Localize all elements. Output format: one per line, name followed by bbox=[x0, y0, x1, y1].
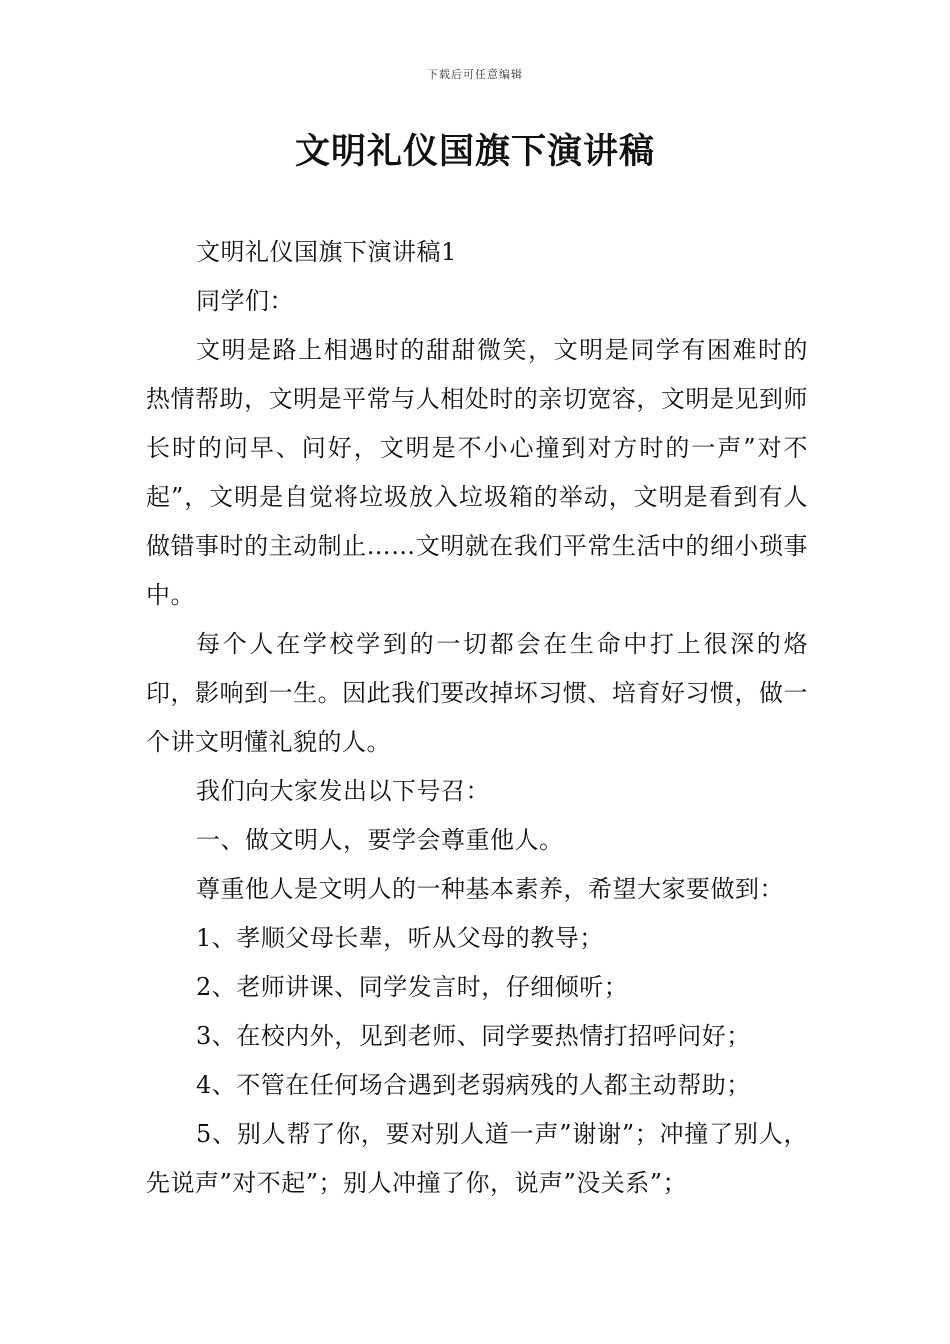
list-item-4: 4、不管在任何场合遇到老弱病残的人都主动帮助； bbox=[196, 1071, 751, 1099]
paragraph-call-to-action: 我们向大家发出以下号召： bbox=[196, 777, 490, 805]
paragraph-civility-definition: 文明是路上相遇时的甜甜微笑，文明是同学有困难时的热情帮助，文明是平常与人相处时的亲切宽容，文明是见到师长时的问早、问好，文明是不小心撞到对方时的一声”对不起”，文明是自觉将垃圾放入垃圾箱的举动，文明是看到有人做错事时的主动制止……文明就在我们平常生活中的细小琐事中。 bbox=[146, 336, 808, 609]
salutation: 同学们： bbox=[196, 287, 294, 315]
document-title: 文明礼仪国旗下演讲稿 bbox=[294, 131, 655, 172]
list-item-5: 5、别人帮了你，要对别人道一声”谢谢”；冲撞了别人，先说声”对不起”；别人冲撞了你，说声”没关系”； bbox=[146, 1120, 808, 1197]
header-note: 下载后可任意编辑 bbox=[427, 68, 523, 81]
document-body bbox=[146, 228, 808, 1208]
paragraph-respect-intro: 尊重他人是文明人的一种基本素养，希望大家要做到： bbox=[196, 875, 784, 903]
paragraph-habits: 每个人在学校学到的一切都会在生命中打上很深的烙印，影响到一生。因此我们要改掉坏习惯、培育好习惯，做一个讲文明懂礼貌的人。 bbox=[146, 630, 808, 756]
list-item-2: 2、老师讲课、同学发言时，仔细倾听； bbox=[196, 973, 629, 1001]
section-heading-respect: 一、做文明人，要学会尊重他人。 bbox=[196, 826, 564, 854]
list-item-1: 1、孝顺父母长辈，听从父母的教导； bbox=[196, 924, 604, 952]
speech-heading: 文明礼仪国旗下演讲稿1 bbox=[196, 238, 457, 266]
list-item-3: 3、在校内外，见到老师、同学要热情打招呼问好； bbox=[196, 1022, 751, 1050]
